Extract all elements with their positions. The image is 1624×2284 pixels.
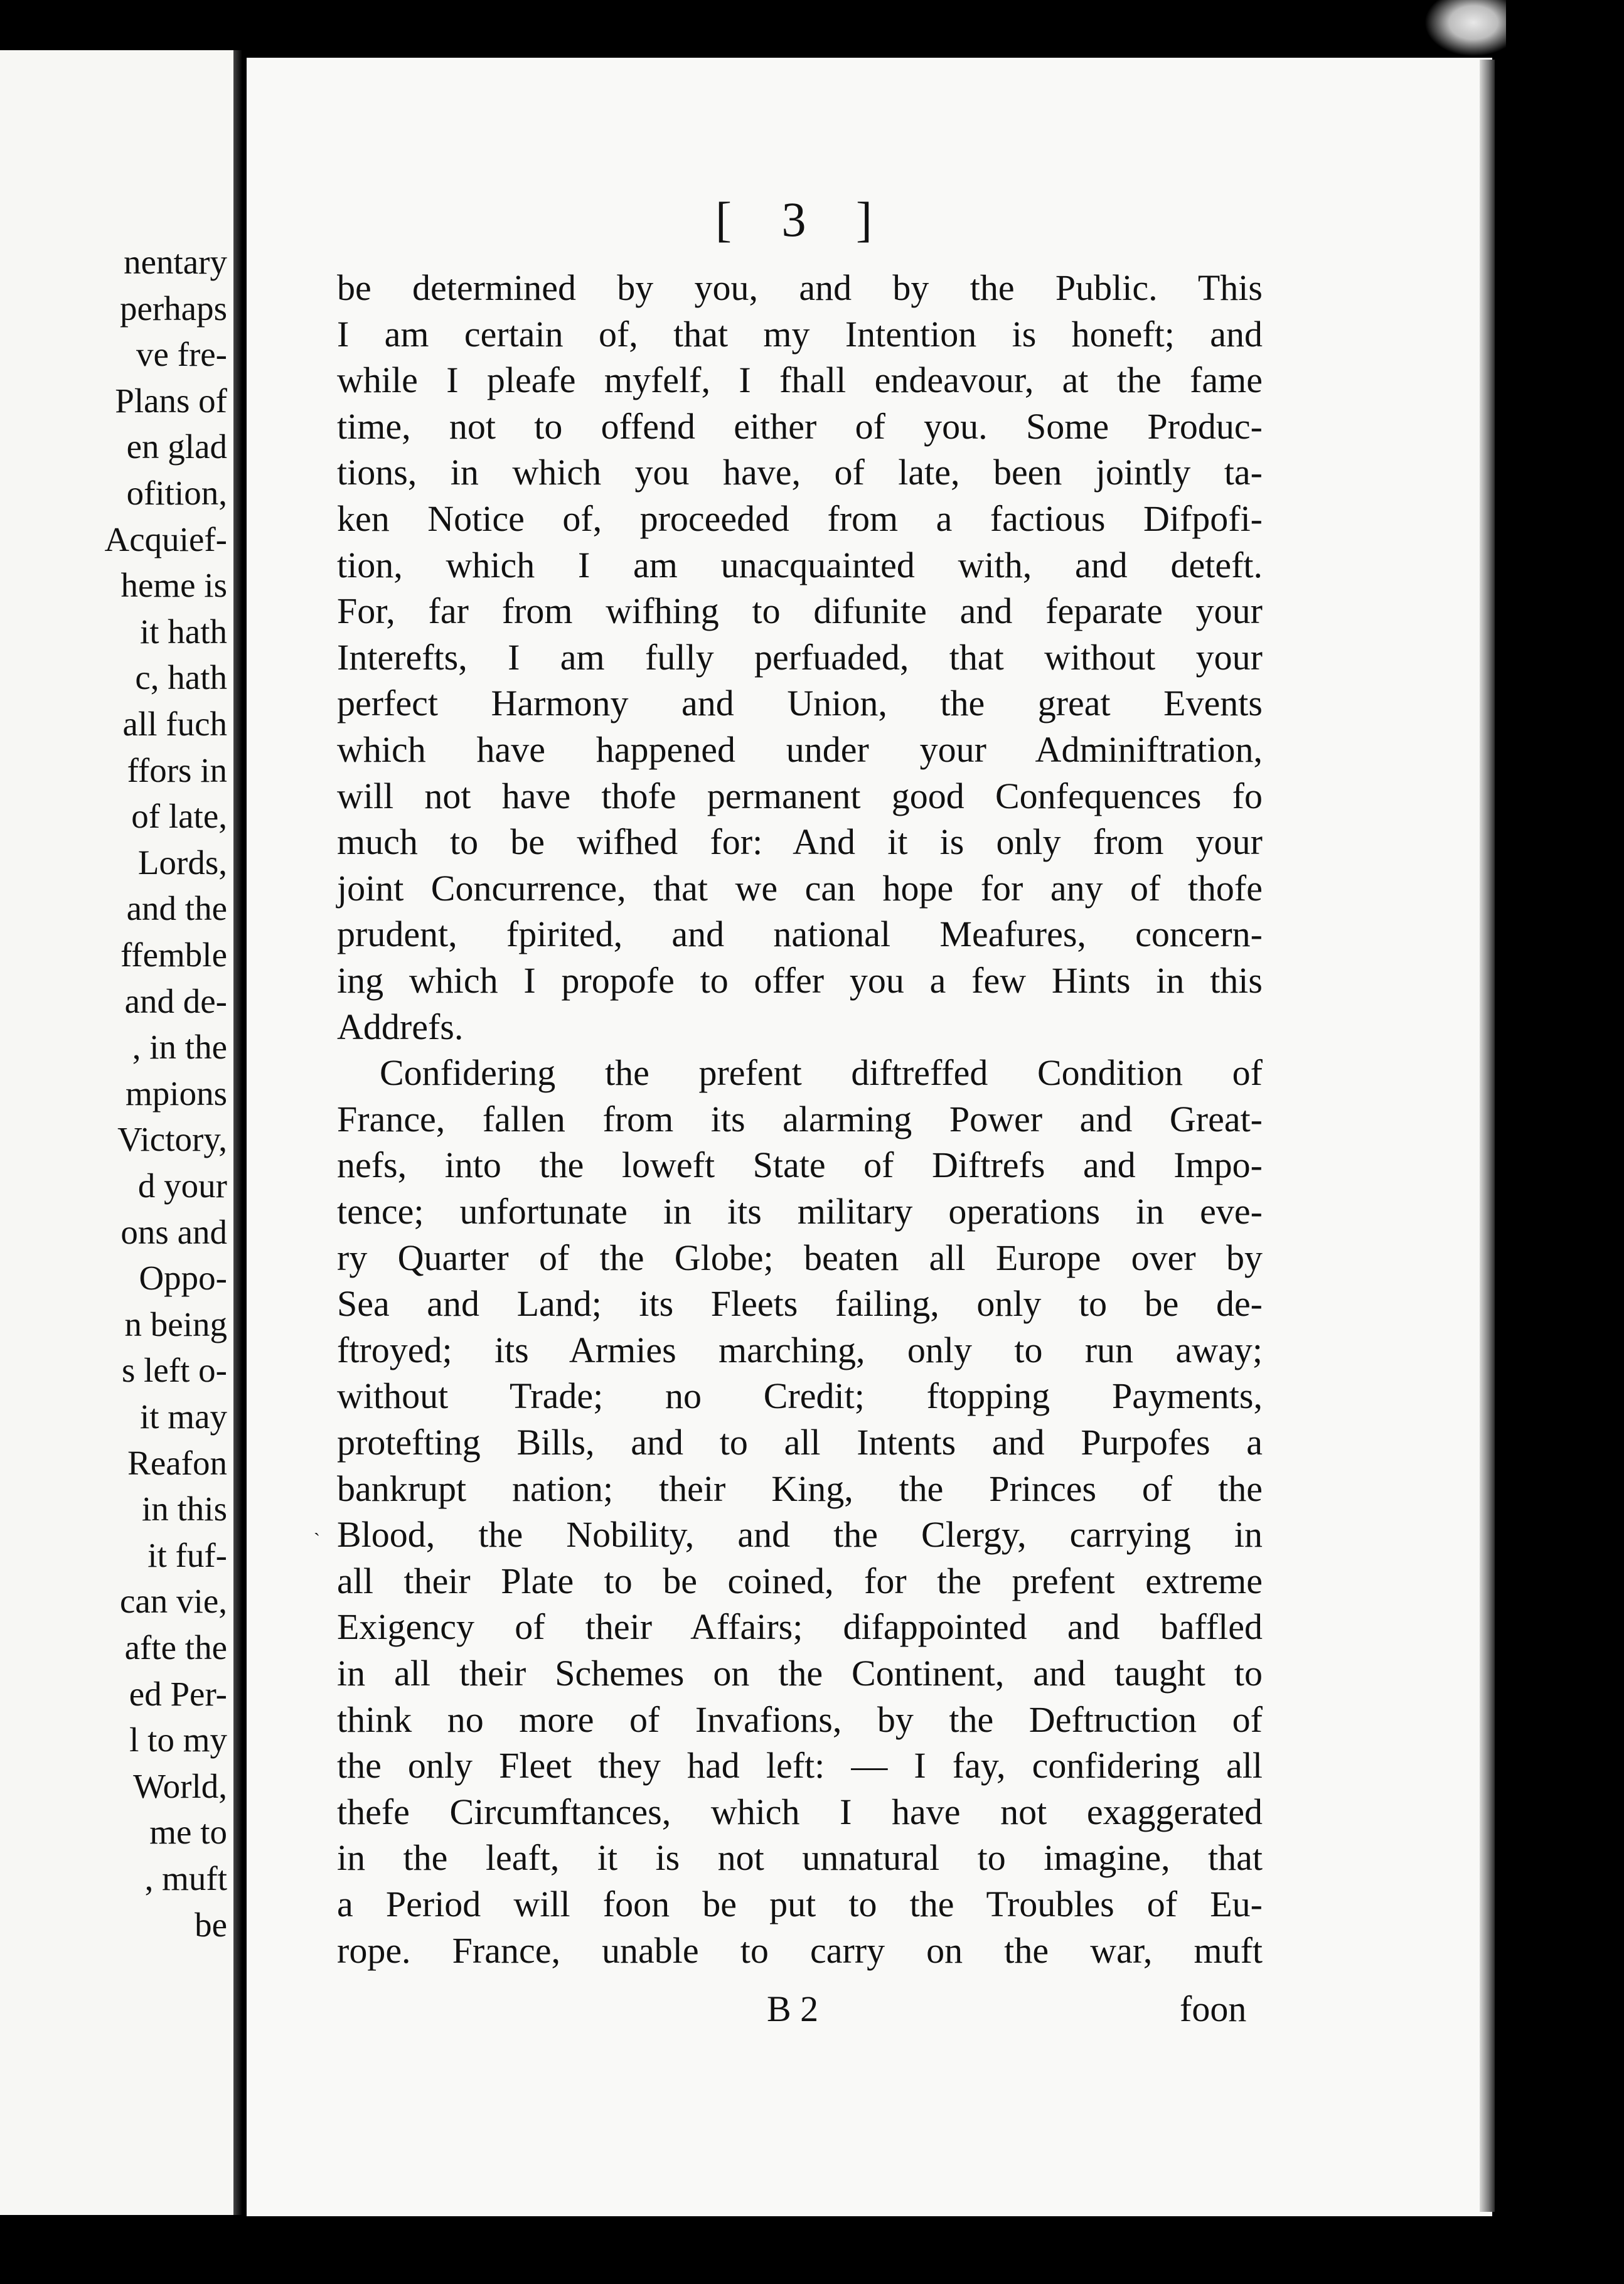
page-number-header: [ 3 ] — [715, 192, 891, 247]
body-line: tion, which I am unacquainted with, and deteft. — [337, 544, 1263, 585]
body-line: Exigency of their Affairs; difappointed and baffled — [337, 1606, 1263, 1648]
catchword: foon — [1180, 1988, 1247, 2029]
left-page-line: it fuf- — [147, 1535, 227, 1574]
left-page-line: heme is — [120, 566, 227, 605]
body-line: be determined by you, and by the Public. This — [337, 267, 1263, 308]
left-page-line: Victory, — [117, 1120, 227, 1159]
left-page-line: d your — [137, 1166, 227, 1205]
left-page-line: Oppo- — [139, 1259, 227, 1298]
body-line: For, far from wifhing to difunite and feparate your — [337, 590, 1263, 632]
body-line: joint Concurrence, that we can hope for any of thofe — [337, 867, 1263, 909]
body-line: France, fallen from its alarming Power and Great- — [337, 1098, 1263, 1139]
left-page-line: Reafon — [127, 1443, 227, 1482]
body-line: Blood, the Nobility, and the Clergy, carrying in — [337, 1514, 1263, 1556]
book-gutter — [233, 50, 242, 2215]
left-page-line: World, — [133, 1766, 227, 1805]
body-line: the only Fleet they had left: — I fay, confidering all — [337, 1745, 1263, 1786]
left-page-line: , in the — [132, 1028, 227, 1067]
left-page-line: ofition, — [126, 474, 227, 512]
left-page-line: mpions — [126, 1074, 227, 1113]
left-page-line: ve fre- — [136, 335, 227, 374]
margin-mark: ˏ — [314, 1515, 320, 1536]
body-line: without Trade; no Credit; ftopping Payments, — [337, 1375, 1263, 1417]
left-page-line: ffemble — [120, 936, 227, 974]
left-page-line: Acquief- — [104, 520, 227, 558]
body-line: all their Plate to be coined, for the prefent extreme — [337, 1560, 1263, 1601]
left-page-line: Plans of — [115, 381, 227, 420]
left-page-line: Lords, — [137, 843, 227, 882]
left-page-fragment — [0, 50, 233, 2215]
left-page-line: s left o- — [121, 1351, 227, 1390]
page-edge — [1480, 60, 1495, 2212]
left-page-line: in this — [142, 1490, 227, 1529]
body-line: thefe Circumftances, which I have not exaggerated — [337, 1791, 1263, 1832]
left-page-line: can vie, — [119, 1582, 227, 1621]
body-line: Interefts, I am fully perfuaded, that without your — [337, 636, 1263, 678]
body-line: time, not to offend either of you. Some Produc- — [337, 405, 1263, 447]
body-line: think no more of Invafions, by the Deftruction of — [337, 1699, 1263, 1740]
body-line: I am certain of, that my Intention is honeft; and — [337, 313, 1263, 355]
body-line: will not have thofe permanent good Confequences fo — [337, 775, 1263, 816]
body-line: which have happened under your Adminiftration, — [337, 729, 1263, 770]
body-line: tions, in which you have, of late, been jointly ta- — [337, 452, 1263, 493]
left-page-line: perhaps — [119, 289, 227, 328]
body-line: prudent, fpirited, and national Meafures, concern- — [337, 914, 1263, 955]
left-page-line: be — [195, 1905, 227, 1944]
left-page-line: it may — [139, 1397, 227, 1436]
left-page-line: afte the — [124, 1628, 227, 1667]
body-line: nefs, into the loweft State of Diftrefs and Impo- — [337, 1145, 1263, 1186]
body-line: ing which I propofe to offer you a few Hints in this — [337, 960, 1263, 1001]
body-line: ry Quarter of the Globe; beaten all Europe over by — [337, 1237, 1263, 1278]
body-line: ken Notice of, proceeded from a factious Difpofi- — [337, 498, 1263, 539]
body-line: rope. France, unable to carry on the war, muft — [337, 1929, 1263, 1971]
left-page-line: me to — [149, 1813, 227, 1852]
signature-mark: B 2 — [767, 1988, 819, 2029]
scan-corner-mark — [1424, 0, 1506, 56]
body-line: a Period will foon be put to the Troubles of Eu- — [337, 1884, 1263, 1924]
left-page-line: l to my — [129, 1721, 227, 1759]
left-page-line: nentary — [124, 243, 227, 281]
body-line: Addrefs. — [337, 1006, 464, 1047]
body-line: in all their Schemes on the Continent, and taught to — [337, 1653, 1263, 1694]
left-page-line: c, hath — [135, 658, 227, 697]
body-line: ftroyed; its Armies marching, only to run away; — [337, 1329, 1263, 1370]
body-line: protefting Bills, and to all Intents and Purpofes a — [337, 1422, 1263, 1463]
body-line: in the leaft, it is not unnatural to imagine, that — [337, 1837, 1263, 1879]
body-line: Confidering the prefent diftreffed Condition of — [380, 1052, 1263, 1094]
left-page-line: ed Per- — [129, 1674, 227, 1713]
left-page-line: n being — [124, 1305, 227, 1343]
body-line: bankrupt nation; their King, the Princes of the — [337, 1468, 1263, 1509]
left-page-line: of late, — [131, 797, 227, 836]
left-page-line: en glad — [126, 427, 227, 466]
body-line: while I pleafe myfelf, I fhall endeavour, at the fame — [337, 360, 1263, 401]
body-line: perfect Harmony and Union, the great Events — [337, 683, 1263, 724]
left-page-line: all fuch — [122, 705, 227, 743]
left-page-line: , muft — [144, 1859, 227, 1897]
left-page-line: ffors in — [127, 750, 227, 789]
body-line: tence; unfortunate in its military operations in eve- — [337, 1191, 1263, 1232]
left-page-line: it hath — [139, 612, 227, 651]
body-line: much to be wifhed for: And it is only from your — [337, 821, 1263, 863]
body-line: Sea and Land; its Fleets failing, only to be de- — [337, 1283, 1263, 1325]
left-page-line: and de- — [124, 981, 227, 1020]
left-page-line: ons and — [120, 1212, 227, 1251]
left-page-line: and the — [126, 889, 227, 928]
